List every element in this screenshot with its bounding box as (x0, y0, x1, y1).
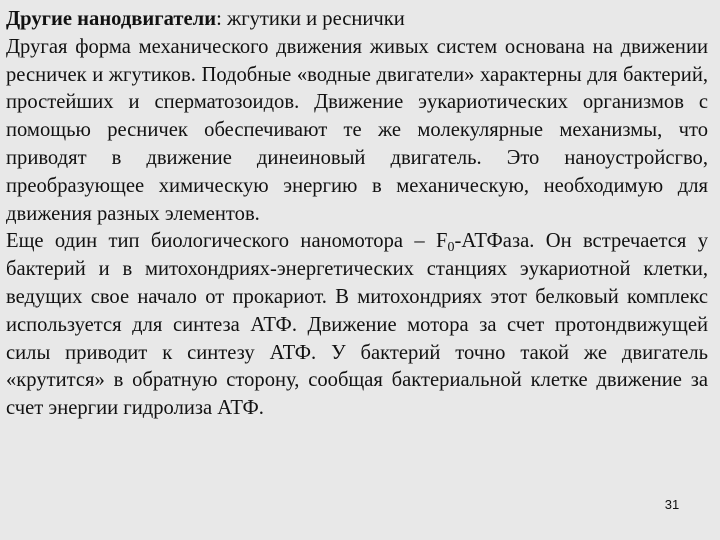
heading-bold-text: Другие нанодвигатели (6, 8, 217, 30)
paragraph-2-start: Еще один тип биологического наномотора – F (6, 230, 448, 253)
paragraph-1: Другая форма механического движения живых систем основана на движении ресничек и жгутиков. Подобные «водные двигатели» характерны для бактерий, простейших и сперматозоидов. Движение эукариотических организмов с помощью ресничек обеспечивают те же молекулярные механизмы, что приводят в движение динеиновый двигатель. Это наноустройсгво, преобразующее химическую энергию в механическую, необходимую для движения разных элементов. (6, 35, 708, 225)
heading-rest-text: : жгутики и реснички (216, 8, 405, 30)
slide-content (6, 6, 708, 423)
slide-heading (6, 6, 708, 34)
page-number: 31 (664, 497, 680, 512)
paragraph-2-end: -АТФаза. Он встречается у бактерий и в митохондриях-энергетических станциях эукариотной клетки, ведущих свое начало от прокариот. В митохондриях этот белковый комплекс используется для синтеза АТФ. Движение мотора за счет протондвижущей силы приводит к синтезу АТФ. У бактерий точно такой же двигатель «крутится» в обратную сторону, сообщая бактериальной клетке движение за счет энергии гидролиза АТФ. (6, 230, 709, 420)
paragraph-2 (6, 228, 708, 423)
paragraph-2-subscript: 0 (447, 240, 455, 256)
